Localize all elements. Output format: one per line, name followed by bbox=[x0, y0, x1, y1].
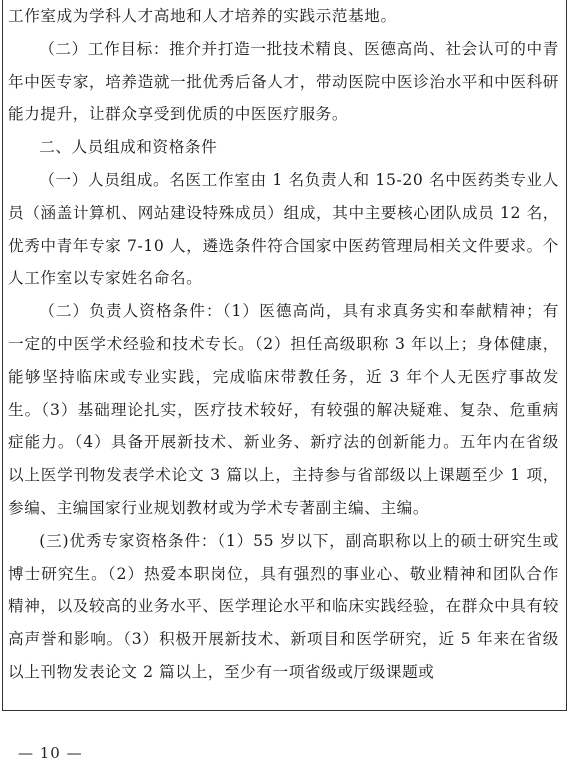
paragraph: （一）人员组成。名医工作室由 1 名负责人和 15-20 名中医药类专业人员（涵盖计算机、网站建设特殊成员）组成，其中主要核心团队成员 12 名，优秀中青年专家 7-10 人，遴选条件符合国家中医药管理局相关文件要求。个人工作室以专家姓名命名。 bbox=[8, 170, 559, 288]
page-number: — 10 — bbox=[18, 744, 83, 762]
paragraph: (三)优秀专家资格条件：（1）55 岁以下，副高职称以上的硕士研究生或博士研究生。（2）热爱本职岗位，具有强烈的事业心、敬业精神和团队合作精神，以及较高的业务水平、医学理论水平和临床实践经验，在群众中具有较高声誉和影响。（3）积极开展新技术、新项目和医学研究，近 5 年来在省级以上刊物发表论文 2 篇以上，至少有一项省级或厅级课题或 bbox=[8, 531, 559, 681]
section-heading: 二、人员组成和资格条件 bbox=[39, 138, 218, 157]
paragraph: 工作室成为学科人才高地和人才培养的实践示范基地。 bbox=[8, 7, 397, 25]
document-body bbox=[8, 0, 559, 689]
paragraph: （二）负责人资格条件：（1）医德高尚，具有求真务实和奉献精神；有一定的中医学术经验和技术专长。（2）担任高级职称 3 年以上；身体健康，能够坚持临床或专业实践，完成临床带教任务，近 3 年个人无医疗事故发生。（3）基础理论扎实，医疗技术较好，有较强的解决疑难、复杂、危重病症能力。（4）具备开展新技术、新业务、新疗法的创新能力。五年内在省级以上医学刊物发表学术论文 3 篇以上，主持参与省部级以上课题至少 1 项，参编、主编国家行业规划教材或为学术专著副主编、主编。 bbox=[8, 302, 559, 517]
paragraph: （二）工作目标：推介并打造一批技术精良、医德高尚、社会认可的中青年中医专家，培养造就一批优秀后备人才，带动医院中医诊治水平和中医科研能力提升，让群众享受到优质的中医医疗服务。 bbox=[8, 39, 559, 124]
